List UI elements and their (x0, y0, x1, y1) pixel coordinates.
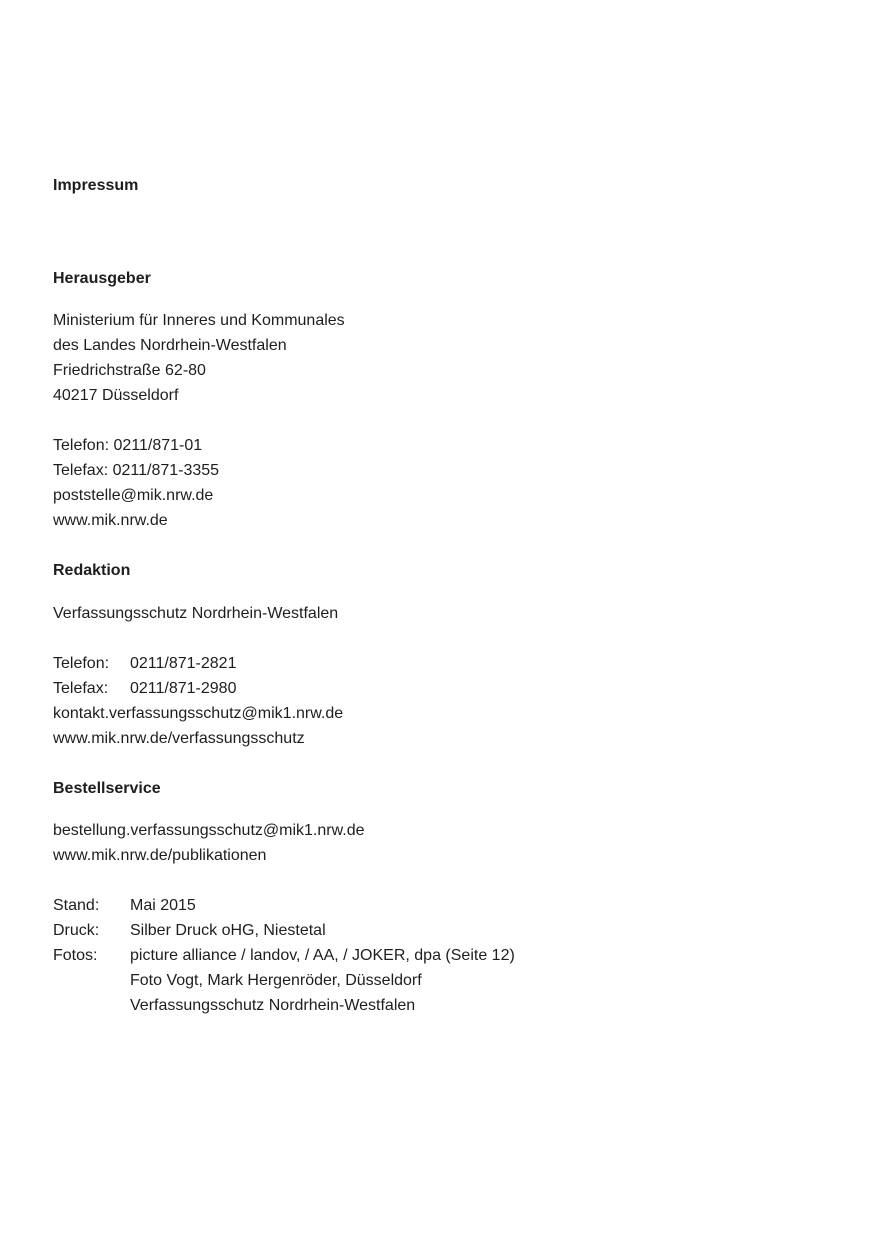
stand-row (53, 893, 515, 918)
redaktion-heading: Redaktion (53, 562, 131, 579)
address-line: Ministerium für Inneres und Kommunales (53, 312, 345, 329)
phone-line: Telefon: 0211/871-01 (53, 437, 203, 454)
druck-row (53, 918, 515, 943)
fotos-value: picture alliance / landov, / AA, / JOKER, dpa (Seite 12) (130, 947, 515, 964)
stand-label: Stand: (53, 897, 100, 914)
redaktion-contact (53, 651, 343, 751)
herausgeber-address (53, 308, 345, 408)
fotos-value: Foto Vogt, Mark Hergenröder, Düsseldorf (130, 972, 422, 989)
address-line: des Landes Nordrhein-Westfalen (53, 337, 287, 354)
herausgeber-contact (53, 433, 219, 533)
page-title: Impressum (53, 177, 139, 194)
fotos-value: Verfassungsschutz Nordrhein-Westfalen (130, 997, 416, 1014)
fotos-row-continued (53, 993, 515, 1018)
phone-label: Telefon: (53, 655, 110, 672)
phone-value: 0211/871-2821 (130, 655, 237, 672)
redaktion-fax-row (53, 676, 343, 701)
website-link[interactable]: www.mik.nrw.de/verfassungsschutz (53, 730, 305, 747)
redaktion-phone-row (53, 651, 343, 676)
herausgeber-heading: Herausgeber (53, 270, 151, 287)
fotos-row (53, 943, 515, 968)
address-line: 40217 Düsseldorf (53, 387, 179, 404)
stand-value: Mai 2015 (130, 897, 196, 914)
email-link[interactable]: poststelle@mik.nrw.de (53, 487, 214, 504)
website-link[interactable]: www.mik.nrw.de/publikationen (53, 847, 267, 864)
druck-label: Druck: (53, 922, 100, 939)
bestellservice-heading: Bestellservice (53, 780, 161, 797)
website-link[interactable]: www.mik.nrw.de (53, 512, 168, 529)
address-line: Friedrichstraße 62-80 (53, 362, 206, 379)
publication-meta (53, 893, 515, 1018)
fax-label: Telefax: (53, 680, 109, 697)
fax-value: 0211/871-2980 (130, 680, 237, 697)
fax-line: Telefax: 0211/871-3355 (53, 462, 220, 479)
bestellservice-contact (53, 818, 365, 868)
druck-value: Silber Druck oHG, Niestetal (130, 922, 326, 939)
email-link[interactable]: kontakt.verfassungsschutz@mik1.nrw.de (53, 705, 344, 722)
redaktion-name: Verfassungsschutz Nordrhein-Westfalen (53, 605, 339, 622)
email-link[interactable]: bestellung.verfassungsschutz@mik1.nrw.de (53, 822, 365, 839)
fotos-label: Fotos: (53, 947, 98, 964)
fotos-row-continued (53, 968, 515, 993)
